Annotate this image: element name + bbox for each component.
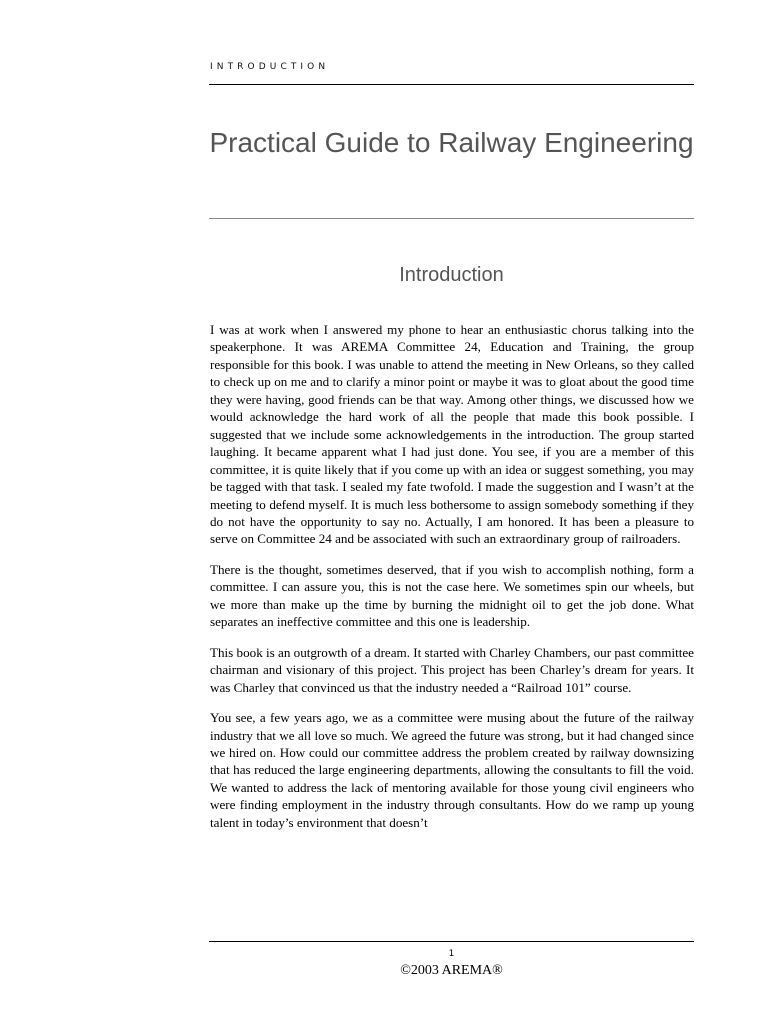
body-text — [210, 321, 694, 844]
paragraph-4: You see, a few years ago, we as a committee were musing about the future of the railway industry that we all love so much. We agreed the future was strong, but it had changed since we hired on. How could our committee address the problem created by railway downsizing that has reduced the large engineering departments, allowing the consultants to fill the void. We wanted to address the lack of mentoring available for those young civil engineers who were finding employment in the industry through consultants. How do we ramp up young talent in today’s environment that doesn’t — [210, 710, 694, 830]
footer-rule — [209, 941, 694, 942]
title-rule — [209, 218, 694, 219]
paragraph-2: There is the thought, sometimes deserved, that if you wish to accomplish nothing, form a committee. I can assure you, this is not the case here. We sometimes spin our wheels, but we more than make up the time by burning the midnight oil to get the job done. What separates an ineffective committee and this one is leadership. — [210, 561, 694, 630]
copyright-notice: ©2003 AREMA® — [400, 963, 503, 978]
section-heading: Introduction — [399, 264, 504, 286]
document-title: Practical Guide to Railway Engineering — [209, 127, 694, 158]
header-rule — [209, 84, 694, 85]
page-number: 1 — [448, 949, 455, 959]
running-header: INTRODUCTION — [210, 62, 330, 72]
paragraph-3: This book is an outgrowth of a dream. It started with Charley Chambers, our past committee chairman and visionary of this project. This project has been Charley’s dream for years. It was Charley that convinced us that the industry needed a “Railroad 101” course. — [210, 644, 694, 695]
paragraph-1: I was at work when I answered my phone to hear an enthusiastic chorus talking into the speakerphone. It was AREMA Committee 24, Education and Training, the group responsible for this book. I was unable to attend the meeting in New Orleans, so they called to check up on me and to clarify a minor point or maybe it was to gloat about the good time they were having, good friends can be that way. Among other things, we discussed how we would acknowledge the hard work of all the people that made this book possible. I suggested that we include some acknowledgements in the introduction. The group started laughing. It became apparent what I had just done. You see, if you are a member of this committee, it is quite likely that if you come up with an idea or suggest something, you may be tagged with that task. I sealed my fate twofold. I made the suggestion and I wasn’t at the meeting to defend myself. It is much less bothersome to assign somebody something if they do not have the opportunity to say no. Actually, I am honored. It has been a pleasure to serve on Committee 24 and be associated with such an extraordinary group of railroaders. — [210, 322, 694, 547]
